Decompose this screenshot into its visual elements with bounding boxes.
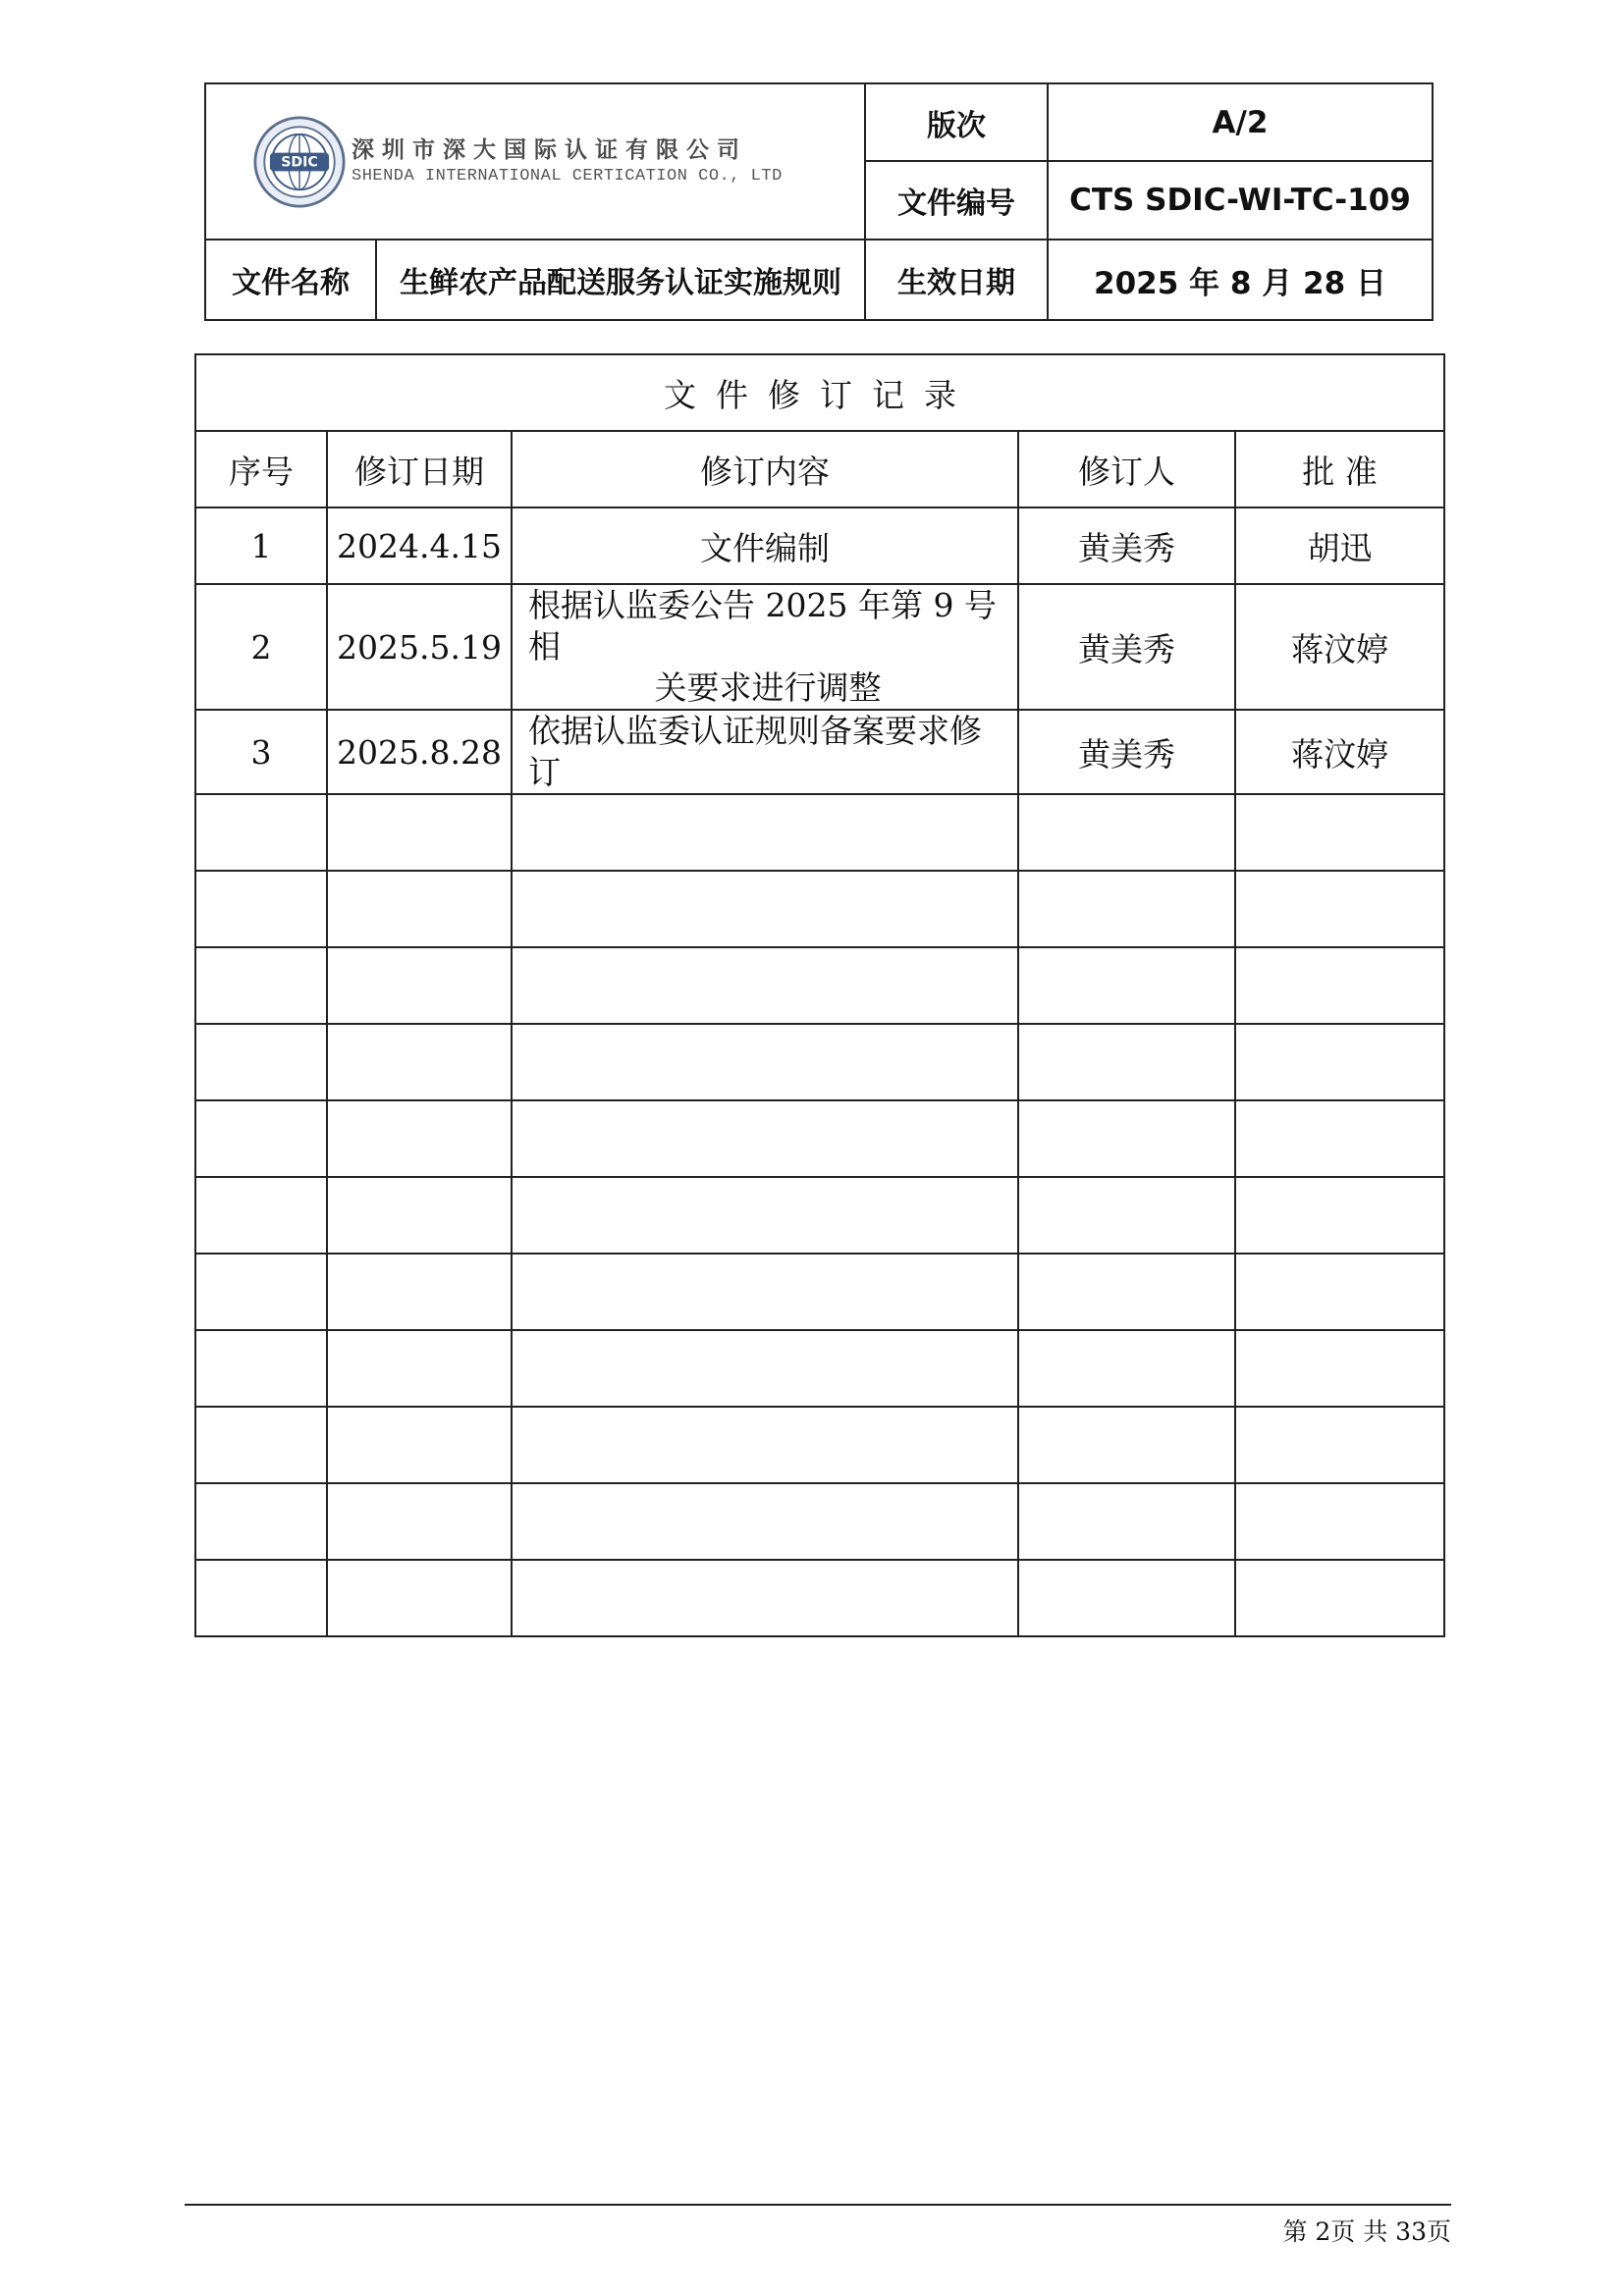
empty-cell <box>327 1100 512 1177</box>
empty-cell <box>1235 1100 1444 1177</box>
version-label: 版次 <box>865 83 1048 161</box>
empty-cell <box>1235 871 1444 947</box>
footer-divider <box>185 2204 1451 2206</box>
empty-cell <box>512 1560 1018 1636</box>
empty-cell <box>327 794 512 871</box>
empty-cell <box>1018 1407 1235 1483</box>
row-author: 黄美秀 <box>1018 584 1235 710</box>
empty-cell <box>512 947 1018 1024</box>
row-approver: 胡迅 <box>1235 507 1444 584</box>
empty-cell <box>195 1483 327 1560</box>
doc-number-value: CTS SDIC-WI-TC-109 <box>1048 161 1433 240</box>
row-author: 黄美秀 <box>1018 507 1235 584</box>
empty-cell <box>327 1177 512 1254</box>
row-content-line: 依据认监委认证规则备案要求修 <box>528 712 982 750</box>
company-name-en: SHENDA INTERNATIONAL CERTICATION CO., LTD <box>352 166 783 186</box>
row-no: 3 <box>195 710 327 794</box>
empty-row <box>195 871 1444 947</box>
empty-cell <box>327 1483 512 1560</box>
row-content-line: 关要求进行调整 <box>654 668 882 707</box>
doc-number-label: 文件编号 <box>865 161 1048 240</box>
row-content-line: 根据认监委公告 2025 年第 9 号相 <box>528 586 997 666</box>
row-date: 2025.5.19 <box>327 584 512 710</box>
empty-row <box>195 1177 1444 1254</box>
col-header-no: 序号 <box>195 431 327 507</box>
empty-cell <box>512 794 1018 871</box>
empty-cell <box>512 1100 1018 1177</box>
row-content: 文件编制 <box>512 507 1018 584</box>
empty-row <box>195 1483 1444 1560</box>
row-date: 2025.8.28 <box>327 710 512 794</box>
empty-cell <box>1235 1024 1444 1100</box>
empty-cell <box>195 1254 327 1330</box>
empty-cell <box>327 1330 512 1407</box>
empty-cell <box>327 1560 512 1636</box>
page-number: 第 2页 共 33页 <box>1282 2217 1451 2246</box>
empty-cell <box>1235 947 1444 1024</box>
row-author: 黄美秀 <box>1018 710 1235 794</box>
empty-cell <box>1018 947 1235 1024</box>
table-row <box>195 584 1444 710</box>
empty-cell <box>512 871 1018 947</box>
empty-row <box>195 947 1444 1024</box>
effective-date-value: 2025 年 8 月 28 日 <box>1048 240 1433 320</box>
empty-cell <box>1018 1254 1235 1330</box>
doc-name-value: 生鲜农产品配送服务认证实施规则 <box>376 240 865 320</box>
empty-row <box>195 1024 1444 1100</box>
empty-cell <box>195 1177 327 1254</box>
col-header-approver: 批 准 <box>1235 431 1444 507</box>
col-header-date: 修订日期 <box>327 431 512 507</box>
empty-cell <box>1018 1483 1235 1560</box>
empty-cell <box>195 947 327 1024</box>
row-content <box>512 584 1018 710</box>
company-logo-cell <box>205 83 865 240</box>
empty-cell <box>195 1330 327 1407</box>
col-header-author: 修订人 <box>1018 431 1235 507</box>
empty-cell <box>512 1330 1018 1407</box>
empty-cell <box>1018 1100 1235 1177</box>
revision-record-table <box>194 353 1445 1637</box>
empty-cell <box>195 794 327 871</box>
col-header-content: 修订内容 <box>512 431 1018 507</box>
empty-cell <box>1018 1177 1235 1254</box>
empty-cell <box>1235 1254 1444 1330</box>
empty-cell <box>195 1560 327 1636</box>
revision-header-row <box>195 431 1444 507</box>
empty-row <box>195 1254 1444 1330</box>
empty-cell <box>327 1024 512 1100</box>
empty-cell <box>512 1177 1018 1254</box>
empty-cell <box>1018 871 1235 947</box>
document-header-table <box>204 82 1434 321</box>
table-row <box>195 710 1444 794</box>
empty-cell <box>195 1100 327 1177</box>
empty-cell <box>327 947 512 1024</box>
empty-cell <box>195 1024 327 1100</box>
empty-cell <box>1235 1330 1444 1407</box>
company-logo <box>206 116 864 208</box>
empty-row <box>195 1100 1444 1177</box>
row-no: 2 <box>195 584 327 710</box>
empty-cell <box>1235 1483 1444 1560</box>
version-value: A/2 <box>1048 83 1433 161</box>
empty-row <box>195 1330 1444 1407</box>
empty-cell <box>195 1407 327 1483</box>
empty-cell <box>327 871 512 947</box>
row-date: 2024.4.15 <box>327 507 512 584</box>
empty-cell <box>1018 1024 1235 1100</box>
company-name-cn: 深圳市深大国际认证有限公司 <box>352 135 747 163</box>
empty-cell <box>195 871 327 947</box>
row-content-line: 订 <box>528 753 561 791</box>
empty-cell <box>1235 794 1444 871</box>
empty-cell <box>1018 794 1235 871</box>
effective-date-label: 生效日期 <box>865 240 1048 320</box>
sdic-seal-icon <box>253 116 346 208</box>
empty-cell <box>1235 1177 1444 1254</box>
doc-name-label: 文件名称 <box>205 240 376 320</box>
empty-cell <box>1235 1560 1444 1636</box>
row-approver: 蒋汶婷 <box>1235 710 1444 794</box>
empty-cell <box>512 1254 1018 1330</box>
row-content <box>512 710 1018 794</box>
empty-cell <box>327 1407 512 1483</box>
empty-cell <box>512 1024 1018 1100</box>
empty-cell <box>1018 1560 1235 1636</box>
table-row <box>195 507 1444 584</box>
empty-row <box>195 794 1444 871</box>
empty-row <box>195 1407 1444 1483</box>
empty-cell <box>1018 1330 1235 1407</box>
row-approver: 蒋汶婷 <box>1235 584 1444 710</box>
logo-initials: SDIC <box>281 154 318 171</box>
revision-table-title: 文件修订记录 <box>195 354 1444 431</box>
empty-cell <box>1235 1407 1444 1483</box>
empty-cell <box>512 1483 1018 1560</box>
row-no: 1 <box>195 507 327 584</box>
empty-cell <box>327 1254 512 1330</box>
empty-row <box>195 1560 1444 1636</box>
empty-cell <box>512 1407 1018 1483</box>
